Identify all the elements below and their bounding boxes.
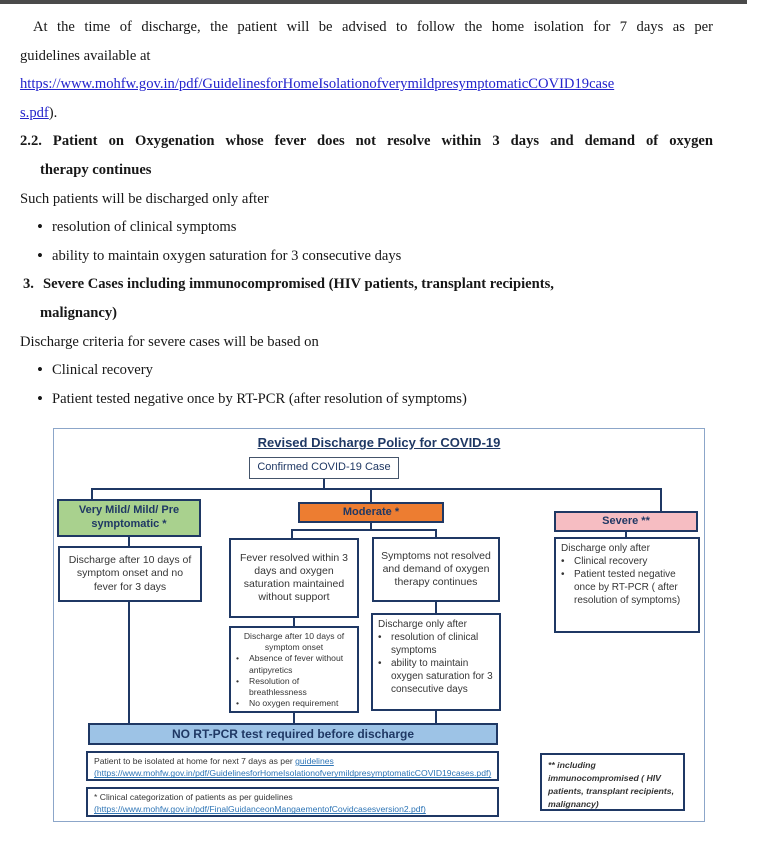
flowchart-title: Revised Discharge Policy for COVID-19	[257, 435, 501, 450]
paragraph-such-patients: Such patients will be discharged only after	[20, 190, 269, 207]
document-body	[20, 13, 713, 413]
connector-moderate-a-to-bar	[293, 713, 295, 723]
connector-fever-down	[293, 618, 295, 626]
list-item: • Resolution of breathlessness	[236, 676, 352, 698]
connector-branch-horizontal	[91, 488, 662, 490]
list-item: • Patient tested negative once by RT-PCR ( after resolution of symptoms)	[561, 568, 693, 607]
heading-3-text: Severe Cases including immunocompromised (HIV patients, transplant recipients,	[43, 276, 554, 293]
footnote-home-isolation-text: Patient to be isolated at home for next 7 days as per	[94, 756, 296, 766]
guidelines-url-line2-row	[20, 99, 713, 128]
moderate-discharge-criteria-box	[229, 626, 359, 713]
footnote-clinical-categorization-url[interactable]: (https://www.mohfw.gov.in/pdf/FinalGuidanceonMangaementofCovidcasesversion2.pdf)	[94, 804, 426, 815]
bullet-list-oxygenation	[20, 213, 713, 270]
oxygen-discharge-bullets	[378, 631, 494, 696]
severe-discharge-header: Discharge only after	[561, 543, 650, 554]
footnote-guidelines-link[interactable]: guidelines	[295, 756, 334, 766]
confirmed-case-box: Confirmed COVID-19 Case	[249, 457, 399, 479]
severe-discharge-bullets	[561, 555, 693, 607]
list-item: • Patient tested negative once by RT-PCR (after resolution of symptoms)	[20, 385, 713, 414]
mild-discharge-box: Discharge after 10 days of symptom onset and no fever for 3 days	[58, 546, 202, 602]
list-item: • ability to maintain oxygen saturation for 3 consecutive days	[378, 657, 494, 696]
category-severe-box: Severe **	[554, 511, 698, 532]
severe-asterisk-note-box: ** including immunocompromised ( HIV patients, transplant recipients, malignancy)	[540, 753, 685, 811]
guidelines-url-link-continued[interactable]: s.pdf	[20, 104, 49, 121]
oxygen-discharge-criteria-box	[371, 613, 501, 711]
category-moderate-box: Moderate *	[298, 502, 444, 523]
list-item: • resolution of clinical symptoms	[20, 213, 713, 242]
list-item: • No oxygen requirement	[236, 698, 352, 709]
connector-mild-to-bar	[128, 602, 130, 723]
connector-symptoms-down	[435, 602, 437, 613]
list-item: • Absence of fever without antipyretics	[236, 653, 352, 675]
list-item: • resolution of clinical symptoms	[378, 631, 494, 657]
footnote-clinical-categorization-box	[86, 787, 499, 817]
flowchart-container	[53, 428, 705, 822]
heading-2-2-line2: therapy continues	[40, 161, 152, 178]
no-rtpcr-bar: NO RT-PCR test required before discharge	[88, 723, 498, 745]
oxygen-discharge-header: Discharge only after	[378, 619, 467, 630]
fever-resolved-box: Fever resolved within 3 days and oxygen saturation maintained without support	[229, 538, 359, 618]
footnote-clinical-categorization-text: * Clinical categorization of patients as per guidelines	[94, 792, 293, 802]
connector-to-severe	[660, 488, 662, 511]
list-item: • Clinical recovery	[561, 555, 693, 568]
url-closing-text: ).	[48, 104, 58, 121]
page-top-edge	[0, 0, 747, 4]
connector-mild-down	[128, 537, 130, 546]
guidelines-url-line1-row	[20, 70, 713, 99]
connector-moderate-split	[291, 529, 437, 531]
category-very-mild-box: Very Mild/ Mild/ Pre symptomatic *	[57, 499, 201, 537]
moderate-discharge-header: Discharge after 10 days of symptom onset	[243, 631, 345, 653]
connector-moderate-right-down	[435, 529, 437, 537]
footnote-home-isolation-url[interactable]: (https://www.mohfw.gov.in/pdf/GuidelinesforHomeIsolationofverymildpresymptomaticCOVID19cases.pdf)	[94, 768, 492, 779]
paragraph-discharge-advice-line1: At the time of discharge, the patient will be advised to follow the home isolation for 7 days as per	[33, 19, 713, 35]
bullet-list-severe	[20, 356, 713, 413]
connector-to-moderate	[370, 488, 372, 503]
heading-3-number: 3.	[23, 276, 34, 293]
footnote-home-isolation-box	[86, 751, 499, 781]
heading-2-2-line1: 2.2. Patient on Oxygenation whose fever does not resolve within 3 days and demand of oxygen	[20, 133, 713, 150]
list-item: • ability to maintain oxygen saturation for 3 consecutive days	[20, 242, 713, 271]
list-item: • Clinical recovery	[20, 356, 713, 385]
severe-discharge-criteria-box	[554, 537, 700, 633]
symptoms-not-resolved-box: Symptoms not resolved and demand of oxygen therapy continues	[372, 537, 500, 602]
moderate-discharge-bullets	[236, 653, 352, 709]
heading-3-line1	[20, 270, 713, 299]
connector-moderate-b-to-bar	[435, 711, 437, 723]
heading-3-line2: malignancy)	[40, 304, 118, 321]
connector-moderate-left-down	[291, 529, 293, 538]
paragraph-discharge-advice-line2: guidelines available at	[20, 47, 151, 64]
paragraph-discharge-criteria: Discharge criteria for severe cases will be based on	[20, 333, 319, 350]
guidelines-url-link[interactable]: https://www.mohfw.gov.in/pdf/GuidelinesforHomeIsolationofverymildpresymptomaticCOVID19case	[20, 76, 615, 93]
